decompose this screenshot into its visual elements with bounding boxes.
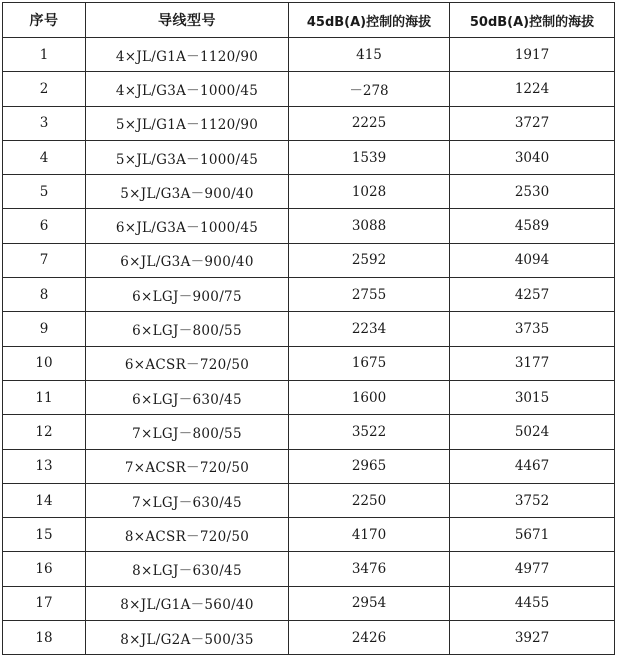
cell-conductor-model: 6×JL/G3A－900/40 <box>86 243 289 277</box>
cell-conductor-model: 7×LGJ－630/45 <box>86 483 289 517</box>
cell-altitude-45db: 1539 <box>289 140 450 174</box>
cell-altitude-45db: 2225 <box>289 106 450 140</box>
cell-altitude-45db: 2954 <box>289 586 450 620</box>
cell-conductor-model: 7×LGJ－800/55 <box>86 415 289 449</box>
cell-altitude-45db: 415 <box>289 38 450 72</box>
cell-index: 16 <box>3 552 86 586</box>
cell-conductor-model: 5×JL/G1A－1120/90 <box>86 106 289 140</box>
cell-altitude-45db: 4170 <box>289 518 450 552</box>
cell-altitude-50db: 4467 <box>450 449 615 483</box>
cell-conductor-model: 8×ACSR－720/50 <box>86 518 289 552</box>
cell-index: 10 <box>3 346 86 380</box>
cell-altitude-45db: 3522 <box>289 415 450 449</box>
cell-altitude-50db: 4589 <box>450 209 615 243</box>
cell-conductor-model: 4×JL/G3A－1000/45 <box>86 72 289 106</box>
cell-altitude-45db: －278 <box>289 72 450 106</box>
cell-conductor-model: 7×ACSR－720/50 <box>86 449 289 483</box>
cell-altitude-50db: 3735 <box>450 312 615 346</box>
header-altitude-50db: 50dB(A)控制的海拔 <box>450 3 615 38</box>
cell-altitude-50db: 1917 <box>450 38 615 72</box>
cell-altitude-50db: 3727 <box>450 106 615 140</box>
table-row <box>3 449 615 483</box>
cell-altitude-45db: 1028 <box>289 175 450 209</box>
table-row <box>3 483 615 517</box>
header-conductor-model: 导线型号 <box>86 3 289 38</box>
table-body <box>3 38 615 655</box>
cell-index: 6 <box>3 209 86 243</box>
cell-conductor-model: 6×LGJ－900/75 <box>86 278 289 312</box>
header-altitude-45db: 45dB(A)控制的海拔 <box>289 3 450 38</box>
cell-altitude-50db: 2530 <box>450 175 615 209</box>
cell-altitude-50db: 4094 <box>450 243 615 277</box>
table-row <box>3 175 615 209</box>
cell-altitude-50db: 3752 <box>450 483 615 517</box>
cell-index: 5 <box>3 175 86 209</box>
table-header-row <box>3 3 615 38</box>
table-row <box>3 106 615 140</box>
cell-conductor-model: 6×ACSR－720/50 <box>86 346 289 380</box>
cell-index: 9 <box>3 312 86 346</box>
table-row <box>3 621 615 655</box>
table-row <box>3 415 615 449</box>
cell-altitude-45db: 2250 <box>289 483 450 517</box>
table-row <box>3 380 615 414</box>
table-row <box>3 72 615 106</box>
cell-index: 15 <box>3 518 86 552</box>
cell-altitude-50db: 4977 <box>450 552 615 586</box>
table-row <box>3 38 615 72</box>
cell-altitude-45db: 2234 <box>289 312 450 346</box>
cell-altitude-50db: 3040 <box>450 140 615 174</box>
cell-altitude-45db: 1600 <box>289 380 450 414</box>
table-row <box>3 243 615 277</box>
table-row <box>3 586 615 620</box>
conductor-altitude-table <box>2 2 615 655</box>
cell-conductor-model: 4×JL/G1A－1120/90 <box>86 38 289 72</box>
cell-altitude-50db: 3177 <box>450 346 615 380</box>
cell-altitude-50db: 4257 <box>450 278 615 312</box>
cell-altitude-50db: 4455 <box>450 586 615 620</box>
cell-altitude-50db: 5671 <box>450 518 615 552</box>
cell-conductor-model: 8×LGJ－630/45 <box>86 552 289 586</box>
cell-index: 8 <box>3 278 86 312</box>
cell-altitude-50db: 1224 <box>450 72 615 106</box>
cell-index: 13 <box>3 449 86 483</box>
table-row <box>3 552 615 586</box>
cell-conductor-model: 6×LGJ－800/55 <box>86 312 289 346</box>
cell-index: 4 <box>3 140 86 174</box>
cell-conductor-model: 8×JL/G2A－500/35 <box>86 621 289 655</box>
cell-altitude-45db: 2592 <box>289 243 450 277</box>
cell-conductor-model: 8×JL/G1A－560/40 <box>86 586 289 620</box>
cell-altitude-50db: 3927 <box>450 621 615 655</box>
cell-conductor-model: 5×JL/G3A－1000/45 <box>86 140 289 174</box>
cell-altitude-45db: 1675 <box>289 346 450 380</box>
cell-altitude-45db: 2965 <box>289 449 450 483</box>
cell-altitude-50db: 5024 <box>450 415 615 449</box>
cell-index: 12 <box>3 415 86 449</box>
cell-conductor-model: 6×JL/G3A－1000/45 <box>86 209 289 243</box>
table-row <box>3 209 615 243</box>
cell-index: 11 <box>3 380 86 414</box>
cell-index: 7 <box>3 243 86 277</box>
cell-altitude-45db: 3088 <box>289 209 450 243</box>
table-row <box>3 140 615 174</box>
table-row <box>3 312 615 346</box>
cell-index: 14 <box>3 483 86 517</box>
cell-altitude-45db: 2755 <box>289 278 450 312</box>
cell-index: 18 <box>3 621 86 655</box>
table-row <box>3 518 615 552</box>
table-row <box>3 346 615 380</box>
header-index: 序号 <box>3 3 86 38</box>
table-row <box>3 278 615 312</box>
cell-index: 1 <box>3 38 86 72</box>
cell-index: 2 <box>3 72 86 106</box>
cell-index: 3 <box>3 106 86 140</box>
cell-altitude-45db: 3476 <box>289 552 450 586</box>
cell-conductor-model: 5×JL/G3A－900/40 <box>86 175 289 209</box>
cell-altitude-45db: 2426 <box>289 621 450 655</box>
cell-conductor-model: 6×LGJ－630/45 <box>86 380 289 414</box>
cell-altitude-50db: 3015 <box>450 380 615 414</box>
cell-index: 17 <box>3 586 86 620</box>
